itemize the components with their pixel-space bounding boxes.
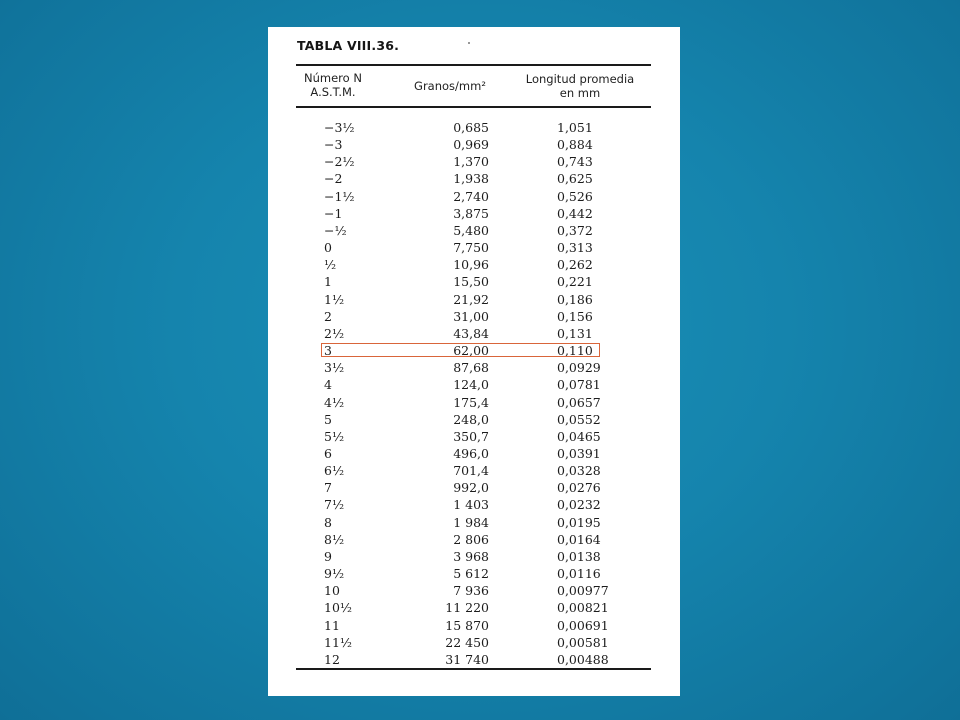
table-row	[268, 205, 680, 222]
table-row	[268, 359, 680, 376]
longitud-cell: 0,313	[557, 240, 593, 256]
longitud-cell: 0,0138	[557, 548, 601, 564]
table-row	[268, 153, 680, 170]
header-longitud	[513, 72, 647, 100]
table-row	[268, 394, 680, 411]
top-rule	[296, 64, 651, 66]
longitud-cell: 0,110	[557, 343, 593, 359]
granos-cell: 1,370	[453, 154, 489, 170]
granos-cell: 0,685	[453, 120, 489, 135]
longitud-cell: 0,00691	[557, 617, 609, 633]
header-numero-line2: A.S.T.M.	[310, 85, 356, 99]
granos-cell: 21,92	[453, 291, 489, 307]
table-sheet	[268, 27, 680, 696]
numero-cell: 5	[324, 411, 332, 427]
table-row	[268, 136, 680, 153]
numero-cell: −3½	[324, 120, 355, 135]
longitud-cell: 0,372	[557, 222, 593, 238]
longitud-cell: 0,526	[557, 188, 593, 204]
granos-cell: 175,4	[453, 394, 489, 410]
granos-cell: 31 740	[445, 651, 489, 667]
table-row	[268, 599, 680, 616]
longitud-cell: 0,186	[557, 291, 593, 307]
longitud-cell: 0,0552	[557, 411, 601, 427]
longitud-cell: 0,262	[557, 257, 593, 273]
numero-cell: 1½	[324, 291, 345, 307]
longitud-cell: 1,051	[557, 120, 593, 135]
longitud-cell: 0,00488	[557, 651, 609, 667]
table-row	[268, 308, 680, 325]
granos-cell: 992,0	[453, 480, 489, 496]
numero-cell: 2½	[324, 325, 345, 341]
table-row	[268, 462, 680, 479]
granos-cell: 5,480	[453, 222, 489, 238]
numero-cell: −2	[324, 171, 343, 187]
numero-cell: 7½	[324, 497, 345, 513]
numero-cell: 4½	[324, 394, 345, 410]
table-row	[268, 119, 680, 136]
table-row	[268, 222, 680, 239]
header-numero	[298, 71, 368, 99]
table-row	[268, 565, 680, 582]
table-row	[268, 239, 680, 256]
numero-cell: 1	[324, 274, 332, 290]
longitud-cell: 0,625	[557, 171, 593, 187]
longitud-cell: 0,0328	[557, 463, 601, 479]
granos-cell: 2 806	[453, 531, 489, 547]
table-row	[268, 479, 680, 496]
speck	[468, 42, 470, 44]
table-row	[268, 496, 680, 513]
longitud-cell: 0,743	[557, 154, 593, 170]
table-row	[268, 376, 680, 393]
numero-cell: −½	[324, 222, 347, 238]
table-row	[268, 273, 680, 290]
granos-cell: 22 450	[445, 634, 489, 650]
numero-cell: −3	[324, 137, 343, 153]
granos-cell: 15 870	[445, 617, 489, 633]
granos-cell: 62,00	[453, 343, 489, 359]
granos-cell: 350,7	[453, 428, 489, 444]
table-row	[268, 188, 680, 205]
longitud-cell: 0,0195	[557, 514, 601, 530]
granos-cell: 15,50	[453, 274, 489, 290]
longitud-cell: 0,00581	[557, 634, 609, 650]
granos-cell: 31,00	[453, 308, 489, 324]
numero-cell: 12	[324, 651, 340, 667]
numero-cell: 6	[324, 445, 332, 461]
granos-cell: 1 984	[453, 514, 489, 530]
numero-cell: ½	[324, 257, 337, 273]
numero-cell: 9	[324, 548, 332, 564]
header-longitud-line1: Longitud promedia	[525, 72, 635, 86]
header-rule	[296, 106, 651, 108]
granos-cell: 701,4	[453, 463, 489, 479]
table-row	[268, 548, 680, 565]
granos-cell: 3 968	[453, 548, 489, 564]
table-body	[268, 119, 680, 668]
granos-cell: 3,875	[453, 205, 489, 221]
numero-cell: 7	[324, 480, 332, 496]
numero-cell: 10	[324, 583, 340, 599]
longitud-cell: 0,131	[557, 325, 593, 341]
table-row	[268, 651, 680, 668]
numero-cell: 2	[324, 308, 332, 324]
numero-cell: −2½	[324, 154, 355, 170]
longitud-cell: 0,156	[557, 308, 593, 324]
longitud-cell: 0,00977	[557, 583, 609, 599]
numero-cell: 11½	[324, 634, 353, 650]
granos-cell: 87,68	[453, 360, 489, 376]
table-row	[268, 170, 680, 187]
numero-cell: 8	[324, 514, 332, 530]
longitud-cell: 0,442	[557, 205, 593, 221]
numero-cell: 3	[324, 343, 332, 359]
granos-cell: 248,0	[453, 411, 489, 427]
table-row	[268, 411, 680, 428]
longitud-cell: 0,221	[557, 274, 593, 290]
numero-cell: 6½	[324, 463, 345, 479]
table-row	[268, 514, 680, 531]
table-row	[268, 617, 680, 634]
table-row	[268, 256, 680, 273]
table-row	[268, 291, 680, 308]
table-row	[268, 445, 680, 462]
granos-cell: 11 220	[445, 600, 489, 616]
header-numero-line1: Número N	[304, 71, 362, 85]
longitud-cell: 0,0276	[557, 480, 601, 496]
granos-cell: 43,84	[453, 325, 489, 341]
numero-cell: 0	[324, 240, 332, 256]
granos-cell: 7,750	[453, 240, 489, 256]
longitud-cell: 0,884	[557, 137, 593, 153]
highlight-box	[321, 343, 600, 357]
granos-cell: 5 612	[453, 566, 489, 582]
table-title: TABLA VIII.36.	[297, 38, 400, 53]
numero-cell: 9½	[324, 566, 345, 582]
table-row	[268, 634, 680, 651]
numero-cell: 10½	[324, 600, 353, 616]
header-longitud-line2: en mm	[559, 86, 601, 100]
granos-cell: 1,938	[453, 171, 489, 187]
longitud-cell: 0,0465	[557, 428, 601, 444]
longitud-cell: 0,0929	[557, 360, 601, 376]
granos-cell: 0,969	[453, 137, 489, 153]
granos-cell: 1 403	[453, 497, 489, 513]
table-row	[268, 531, 680, 548]
numero-cell: 11	[324, 617, 340, 633]
numero-cell: 4	[324, 377, 332, 393]
granos-cell: 2,740	[453, 188, 489, 204]
longitud-cell: 0,0391	[557, 445, 601, 461]
table-row	[268, 428, 680, 445]
longitud-cell: 0,00821	[557, 600, 609, 616]
table-row	[268, 582, 680, 599]
numero-cell: 8½	[324, 531, 345, 547]
table-row	[268, 325, 680, 342]
longitud-cell: 0,0657	[557, 394, 601, 410]
numero-cell: 5½	[324, 428, 345, 444]
granos-cell: 7 936	[453, 583, 489, 599]
granos-cell: 124,0	[453, 377, 489, 393]
longitud-cell: 0,0164	[557, 531, 601, 547]
longitud-cell: 0,0232	[557, 497, 601, 513]
longitud-cell: 0,0116	[557, 566, 601, 582]
granos-cell: 10,96	[453, 257, 489, 273]
longitud-cell: 0,0781	[557, 377, 601, 393]
header-granos: Granos/mm²	[414, 79, 486, 93]
numero-cell: −1½	[324, 188, 355, 204]
numero-cell: 3½	[324, 360, 345, 376]
granos-cell: 496,0	[453, 445, 489, 461]
bottom-rule	[296, 668, 651, 670]
numero-cell: −1	[324, 205, 343, 221]
